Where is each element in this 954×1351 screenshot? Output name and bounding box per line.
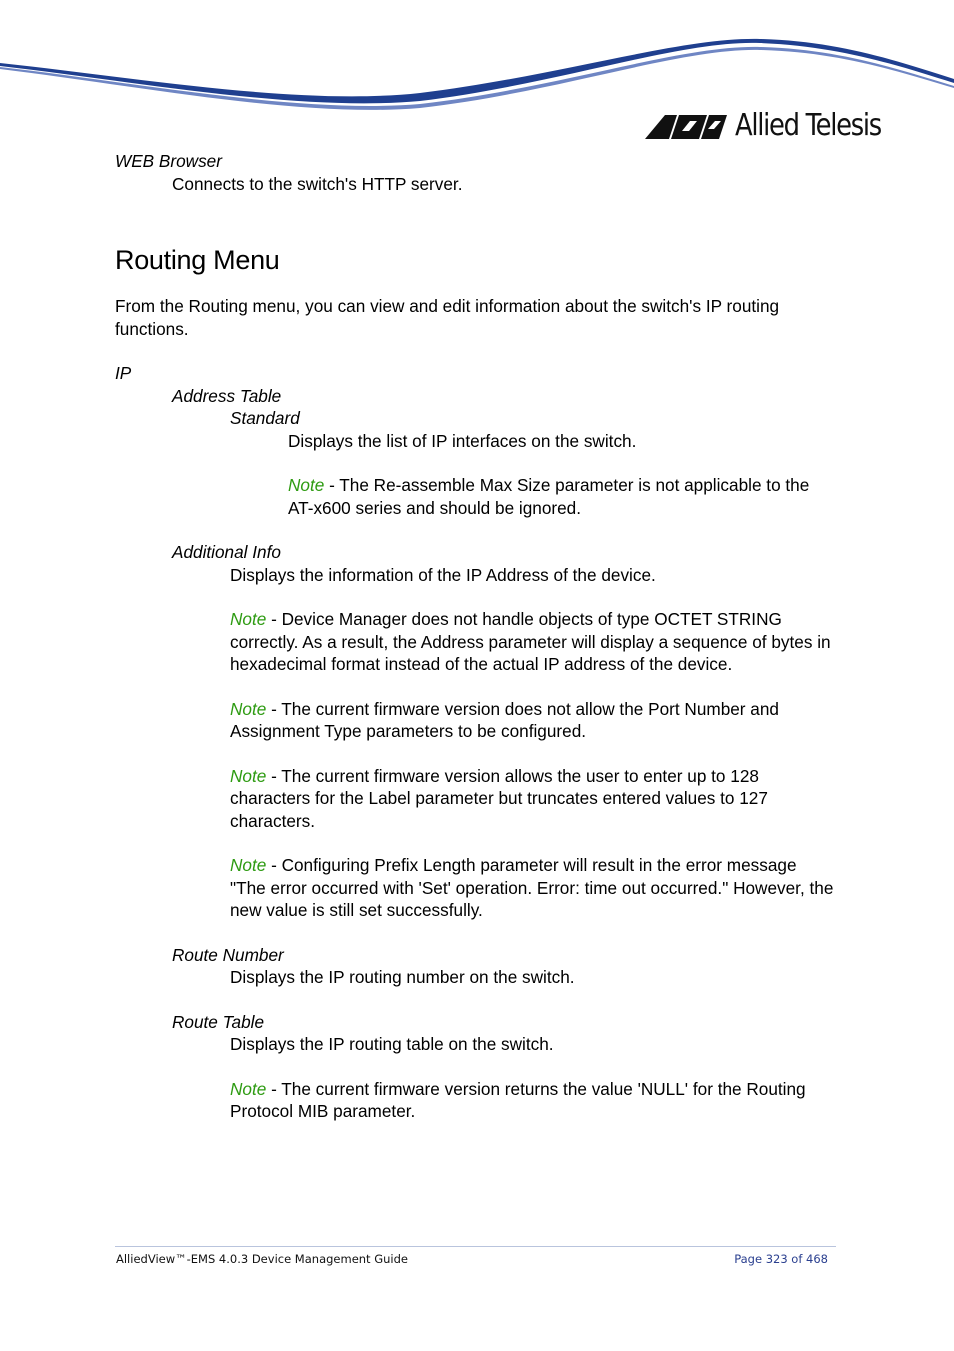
note-text: - The current firmware version does not allow the Port Number and Assignment Type parameters to be configured. <box>230 698 779 741</box>
standard-description: Displays the list of IP interfaces on the switch. <box>288 430 637 451</box>
route-number-label: Route Number <box>172 944 284 965</box>
note-label: Note <box>230 1078 267 1099</box>
additional-info-label: Additional Info <box>172 542 281 562</box>
page-content <box>115 150 835 1123</box>
additional-info-description: Displays the information of the IP Address of the device. <box>230 564 656 585</box>
note-text: - Configuring Prefix Length parameter will result in the error message "The error occurred with 'Set' operation. Error: time out occurred." However, the new value is still set successfully. <box>230 855 834 920</box>
route-number-description: Displays the IP routing number on the switch. <box>230 967 575 987</box>
brand-name: Allied Telesis <box>735 108 881 143</box>
footer-divider <box>115 1246 836 1247</box>
allied-telesis-logo <box>645 108 905 143</box>
footer-guide-title: AlliedView™-EMS 4.0.3 Device Management Guide <box>116 1252 408 1266</box>
additional-info-note <box>115 765 835 833</box>
routing-intro: From the Routing menu, you can view and edit information about the switch's IP routing functions. <box>115 296 780 339</box>
route-table-note <box>115 1078 835 1123</box>
standard-note <box>115 474 835 519</box>
additional-info-note <box>115 608 835 676</box>
ip-label: IP <box>115 363 132 383</box>
additional-info-note <box>115 698 835 743</box>
logo-mark-icon <box>645 113 727 139</box>
note-label: Note <box>230 698 267 719</box>
note-label: Note <box>230 855 267 875</box>
note-label: Note <box>230 765 267 786</box>
address-table-label: Address Table <box>172 385 282 406</box>
note-text: - Device Manager does not handle objects of type OCTET STRING correctly. As a result, the Address parameter will display a sequence of bytes in hexadecimal format instead of the actual IP address of the device. <box>230 609 831 674</box>
note-label: Note <box>288 475 325 495</box>
note-text: - The current firmware version returns the value 'NULL' for the Routing Protocol MIB parameter. <box>230 1078 806 1121</box>
additional-info-note <box>115 854 835 922</box>
page-title: Routing Menu <box>115 245 280 275</box>
route-table-description: Displays the IP routing table on the switch. <box>230 1034 554 1054</box>
note-label: Note <box>230 609 267 629</box>
web-browser-description: Connects to the switch's HTTP server. <box>172 173 463 194</box>
route-table-label: Route Table <box>172 1011 265 1032</box>
header-swoosh <box>0 0 954 125</box>
footer-page-number: Page 323 of 468 <box>734 1252 828 1266</box>
web-browser-label: WEB Browser <box>115 151 222 171</box>
standard-label: Standard <box>230 408 300 428</box>
note-text: - The current firmware version allows the user to enter up to 128 characters for the Label parameter but truncates entered values to 127 characters. <box>230 765 768 831</box>
note-text: - The Re-assemble Max Size parameter is not applicable to the AT-x600 series and should be ignored. <box>288 475 810 518</box>
